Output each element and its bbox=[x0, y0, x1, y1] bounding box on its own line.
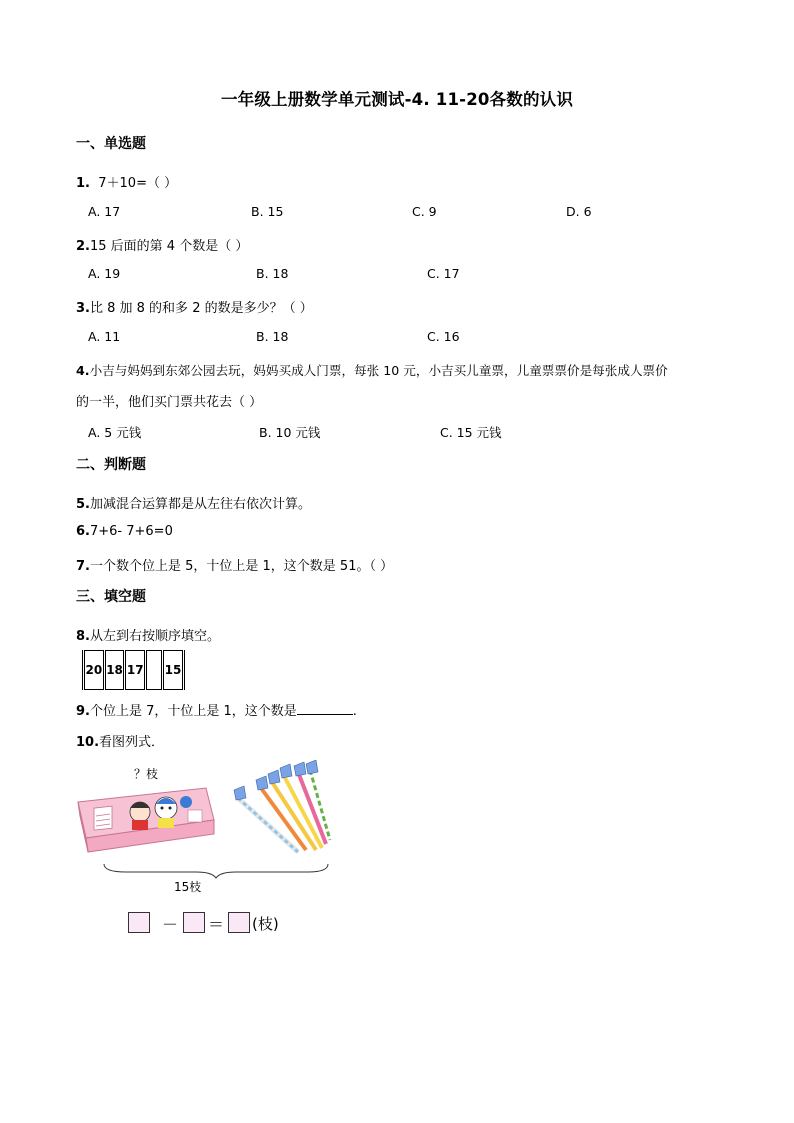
question-4-continued: 的一半，他们买门票共花去（ ） bbox=[76, 395, 263, 410]
answer-box-1[interactable] bbox=[128, 912, 150, 933]
question-number: 7. bbox=[76, 559, 90, 574]
question-9 bbox=[76, 700, 357, 719]
section-heading-fill-blank: 三、填空题 bbox=[76, 589, 146, 605]
question-6 bbox=[76, 524, 173, 539]
q3-option-a[interactable]: A. 11 bbox=[88, 329, 121, 344]
question-7 bbox=[76, 555, 393, 574]
minus-sign: － bbox=[162, 915, 179, 934]
question-text-line-1: 小吉与妈妈到东郊公园去玩，妈妈买成人门票，每张 10 元，小吉买儿童票，儿童票票价是每张成人票价 bbox=[89, 363, 668, 378]
answer-box-3[interactable] bbox=[228, 912, 250, 933]
total-count-label: 15枝 bbox=[174, 880, 202, 894]
question-number: 2. bbox=[76, 239, 90, 254]
question-text: 加减混合运算都是从左往右依次计算。 bbox=[89, 497, 311, 512]
pencil-case-icon bbox=[78, 788, 214, 852]
q3-option-c[interactable]: C. 16 bbox=[427, 329, 460, 344]
question-text: 7＋10=（ ） bbox=[98, 176, 178, 191]
question-1 bbox=[76, 172, 177, 191]
q4-option-a[interactable]: A. 5 元钱 bbox=[88, 425, 142, 440]
brace-icon bbox=[104, 864, 328, 878]
question-suffix: . bbox=[352, 704, 357, 719]
q3-option-b[interactable]: B. 18 bbox=[256, 329, 289, 344]
answer-blank[interactable] bbox=[297, 702, 353, 715]
question-number: 5. bbox=[76, 497, 90, 512]
sequence-cell: 17 bbox=[125, 651, 146, 690]
question-text: 从左到右按顺序填空。 bbox=[89, 629, 220, 644]
answer-box-2[interactable] bbox=[183, 912, 205, 933]
q1-option-d[interactable]: D. 6 bbox=[566, 204, 592, 219]
question-3 bbox=[76, 297, 313, 316]
question-text: 个位上是 7，十位上是 1，这个数是 bbox=[89, 704, 297, 719]
q2-option-b[interactable]: B. 18 bbox=[256, 266, 289, 281]
question-number: 6. bbox=[76, 524, 90, 539]
question-text: 一个数个位上是 5，十位上是 1，这个数是 51。（ ） bbox=[89, 559, 394, 574]
question-text: 看图列式． bbox=[99, 735, 165, 750]
question-text: 15 后面的第 4 个数是（ ） bbox=[89, 239, 249, 254]
unit-label: (枝) bbox=[252, 915, 279, 933]
section-heading-true-false: 二、判断题 bbox=[76, 457, 146, 473]
q2-option-a[interactable]: A. 19 bbox=[88, 266, 121, 281]
table-row bbox=[84, 651, 184, 690]
unknown-count-label: ？枝 bbox=[134, 767, 159, 781]
question-8 bbox=[76, 625, 220, 644]
sequence-cell: 15 bbox=[163, 651, 184, 690]
q4-option-c[interactable]: C. 15 元钱 bbox=[440, 425, 502, 440]
number-sequence-table bbox=[82, 650, 185, 690]
sequence-blank-cell[interactable] bbox=[146, 651, 163, 690]
question-number: 9. bbox=[76, 704, 90, 719]
question-2 bbox=[76, 235, 248, 254]
equals-sign: ＝ bbox=[208, 915, 225, 934]
question-4 bbox=[76, 360, 668, 379]
sequence-cell: 18 bbox=[104, 651, 125, 690]
q1-option-c[interactable]: C. 9 bbox=[412, 204, 437, 219]
question-text: 比 8 加 8 的和多 2 的数是多少？（ ） bbox=[89, 301, 313, 316]
question-number: 3. bbox=[76, 301, 90, 316]
question-number: 10. bbox=[76, 735, 100, 750]
question-10 bbox=[76, 731, 164, 750]
sequence-cell: 20 bbox=[84, 651, 105, 690]
q1-option-b[interactable]: B. 15 bbox=[251, 204, 284, 219]
question-number: 1. bbox=[76, 176, 90, 191]
q4-option-b[interactable]: B. 10 元钱 bbox=[259, 425, 321, 440]
section-heading-single-choice: 一、单选题 bbox=[76, 136, 146, 152]
question-number: 8. bbox=[76, 629, 90, 644]
q1-option-a[interactable]: A. 17 bbox=[88, 204, 121, 219]
page-title: 一年级上册数学单元测试-4. 11-20各数的认识 bbox=[220, 90, 574, 109]
pencils-icon bbox=[234, 760, 330, 852]
question-5 bbox=[76, 493, 311, 512]
pencil-illustration bbox=[76, 760, 346, 900]
question-text: 7+6- 7+6=0 bbox=[89, 524, 173, 539]
question-number: 4. bbox=[76, 363, 90, 378]
q2-option-c[interactable]: C. 17 bbox=[427, 266, 460, 281]
